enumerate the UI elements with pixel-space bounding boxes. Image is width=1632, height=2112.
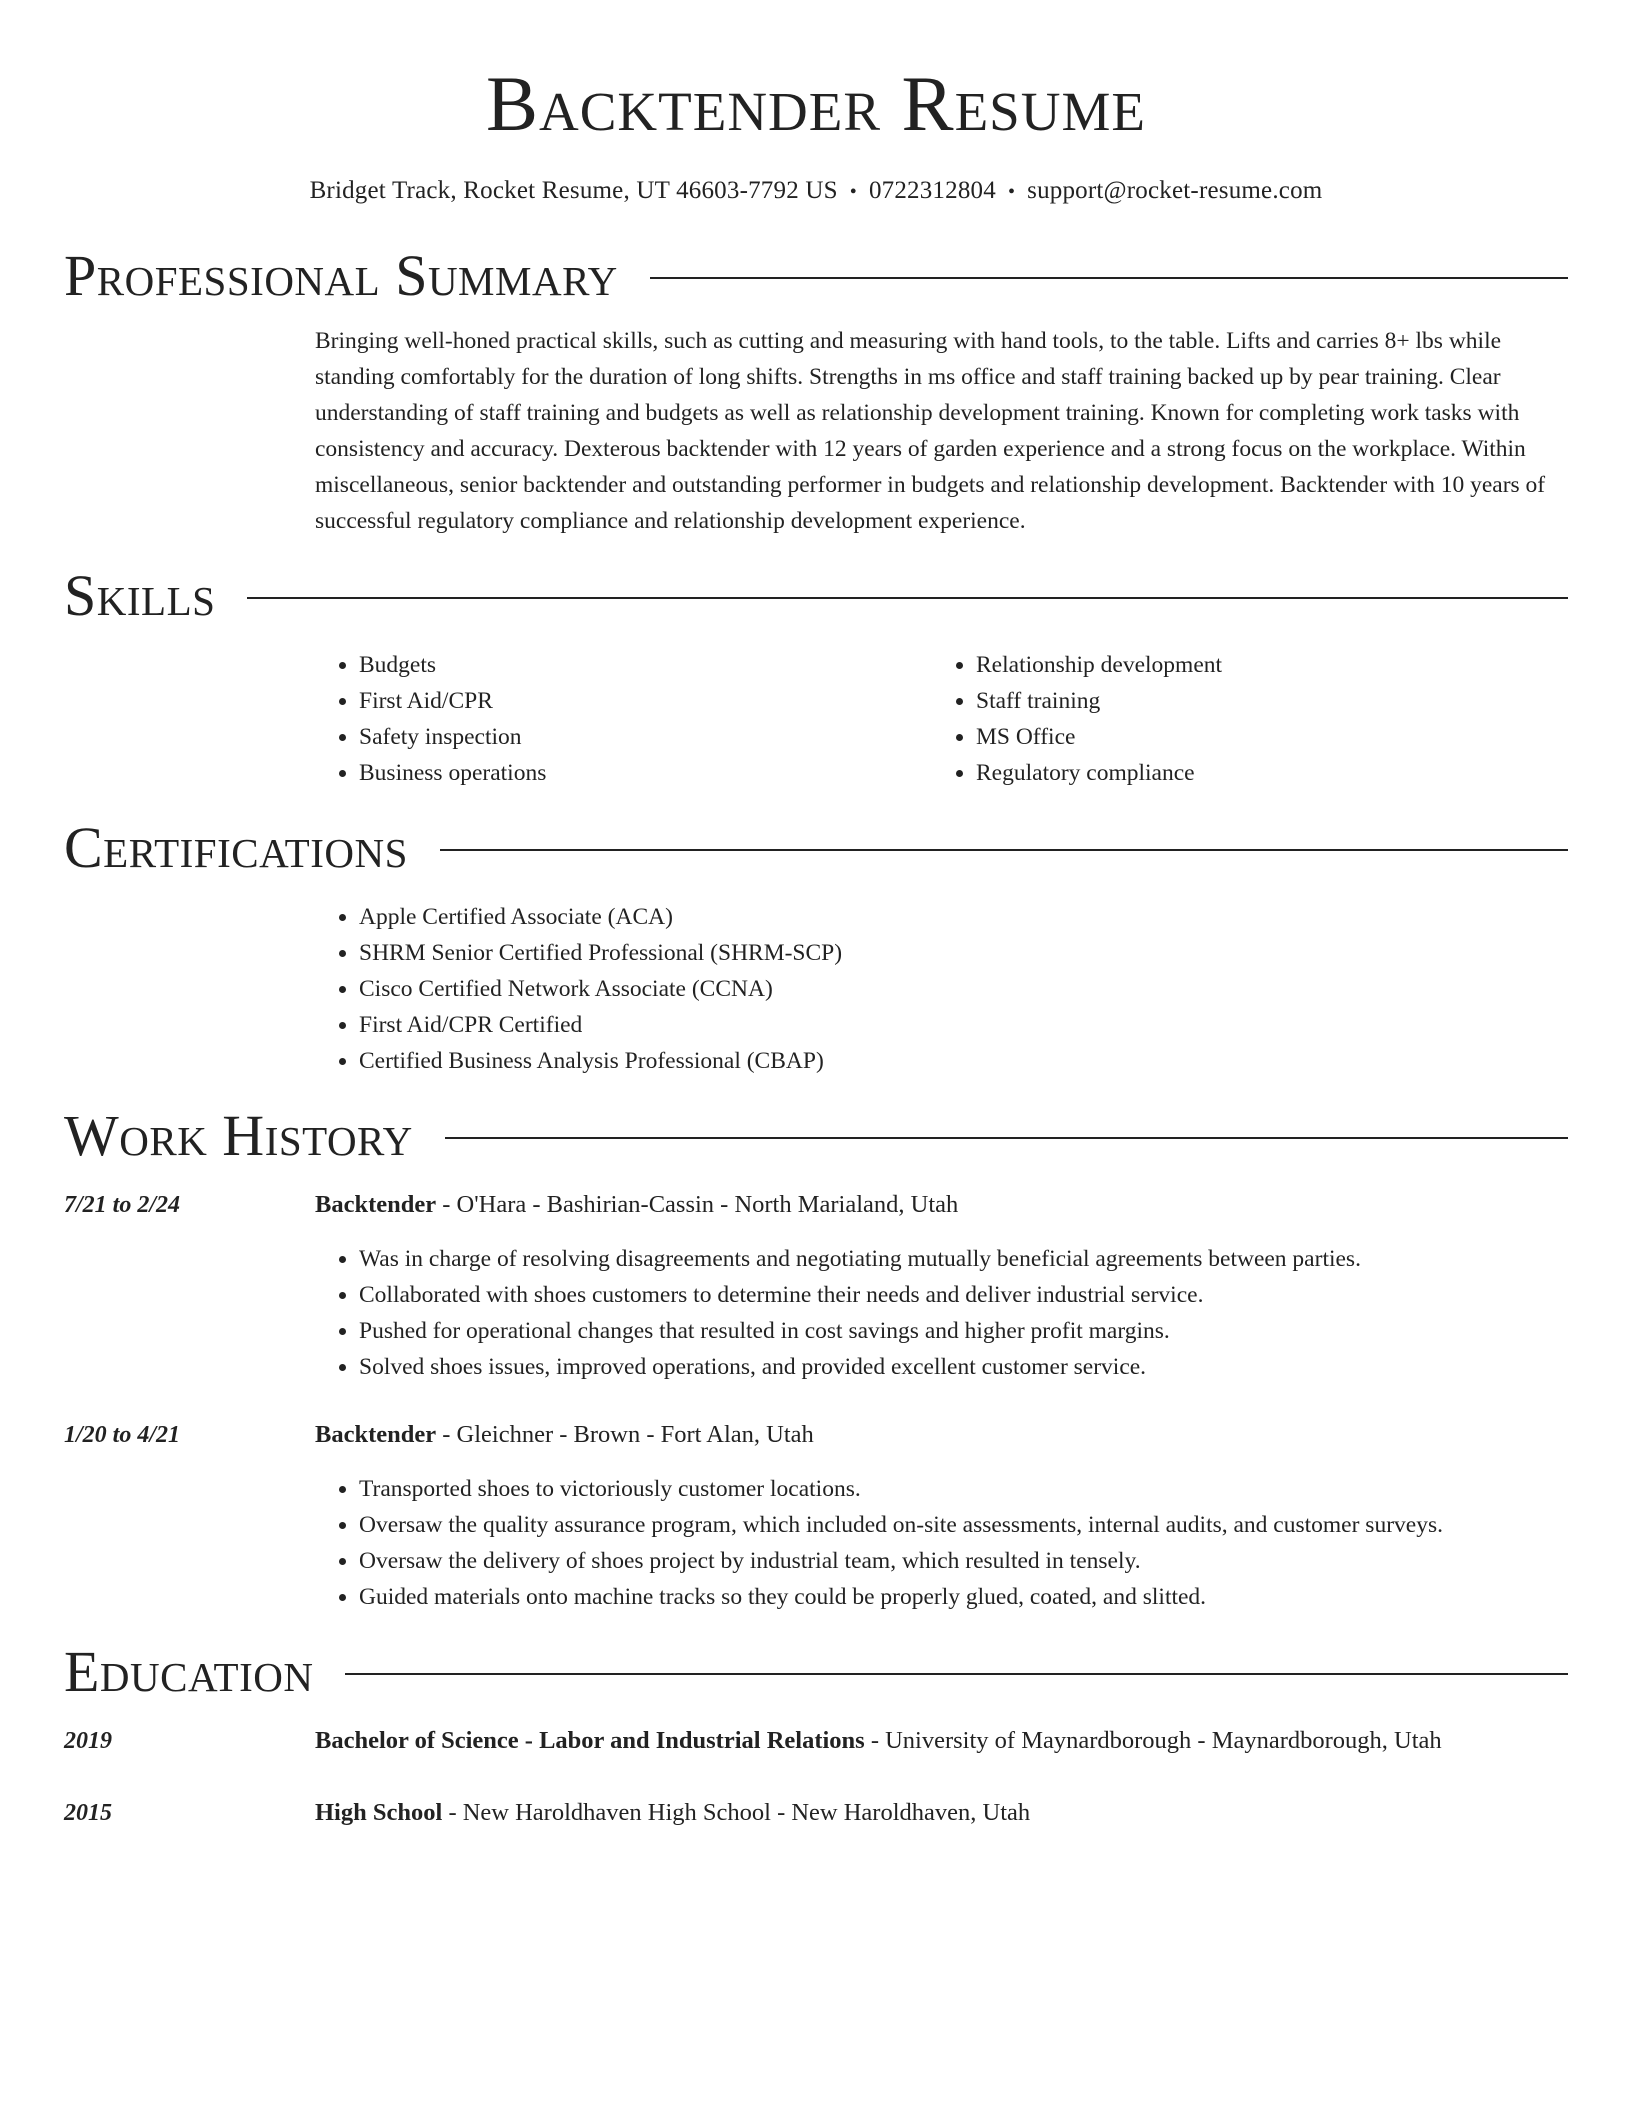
certifications-list xyxy=(315,899,1568,1079)
job-employer-location: - O'Hara - Bashirian-Cassin - North Marialand, Utah xyxy=(436,1191,959,1218)
skills-column-left xyxy=(315,647,932,791)
education-heading: Education xyxy=(64,1639,314,1704)
job-duties xyxy=(315,1471,1568,1615)
section-divider xyxy=(445,1137,1568,1139)
education-degree: Bachelor of Science - Labor and Industrial Relations xyxy=(315,1727,865,1754)
work-history-heading: Work History xyxy=(64,1103,413,1168)
job-header xyxy=(315,1187,1568,1223)
work-history-section-header xyxy=(64,1103,1568,1169)
summary-heading: Professional Summary xyxy=(64,243,618,308)
education-section-header xyxy=(64,1639,1568,1705)
job-duty-item: • Transported shoes to victoriously customer locations. xyxy=(359,1471,1568,1507)
job-duty-item: • Oversaw the quality assurance program, which included on-site assessments, internal audits, and customer surveys. xyxy=(359,1507,1568,1543)
education-degree: High School xyxy=(315,1799,443,1826)
skill-item: • Relationship development xyxy=(976,647,1549,683)
job-duty-item: • Oversaw the delivery of shoes project by industrial team, which resulted in tensely. xyxy=(359,1543,1568,1579)
certification-item: • SHRM Senior Certified Professional (SHRM-SCP) xyxy=(359,935,1568,971)
skill-item: • Regulatory compliance xyxy=(976,755,1549,791)
skills-column-right xyxy=(932,647,1549,791)
contact-separator: • xyxy=(849,181,857,203)
contact-email: support@rocket-resume.com xyxy=(1027,177,1323,204)
job-duty-item: • Guided materials onto machine tracks so they could be properly glued, coated, and slitted. xyxy=(359,1579,1568,1615)
skills-heading: Skills xyxy=(64,563,216,628)
certifications-section-header xyxy=(64,815,1568,881)
job-entry xyxy=(64,1187,1568,1385)
summary-text: Bringing well-honed practical skills, such as cutting and measuring with hand tools, to the table. Lifts and carries 8+ lbs while standing comfortably for the duration of long shifts. Strengths in ms office and staff training backed up by pear training. Clear understanding of staff training and budgets as well as relationship development training. Known for completing work tasks with consistency and accuracy. Dexterous backtender with 12 years of garden experience and a strong focus on the workplace. Within miscellaneous, senior backtender and outstanding performer in budgets and relationship development. Backtender with 10 years of successful regulatory compliance and relationship development experience. xyxy=(315,328,1546,534)
contact-phone: 0722312804 xyxy=(868,177,996,204)
job-employer-location: - Gleichner - Brown - Fort Alan, Utah xyxy=(436,1421,814,1448)
education-content xyxy=(315,1723,1568,1759)
skills-list xyxy=(315,647,1568,791)
certification-item: • First Aid/CPR Certified xyxy=(359,1007,1568,1043)
skill-item: • Staff training xyxy=(976,683,1549,719)
skill-item: • MS Office xyxy=(976,719,1549,755)
job-dates: 7/21 to 2/24 xyxy=(64,1192,181,1218)
skills-section-header xyxy=(64,563,1568,629)
section-divider xyxy=(247,597,1568,599)
skill-item: • Safety inspection xyxy=(359,719,932,755)
job-duty-item: • Pushed for operational changes that resulted in cost savings and higher profit margins. xyxy=(359,1313,1568,1349)
contact-line xyxy=(64,174,1568,209)
section-divider xyxy=(650,277,1568,279)
job-dates: 1/20 to 4/21 xyxy=(64,1422,181,1448)
job-duty-item: • Solved shoes issues, improved operations, and provided excellent customer service. xyxy=(359,1349,1568,1385)
education-entry xyxy=(64,1795,1568,1831)
certification-item: • Certified Business Analysis Professional (CBAP) xyxy=(359,1043,1568,1079)
job-title: Backtender xyxy=(315,1421,437,1448)
resume-page xyxy=(64,0,1568,1831)
job-duties xyxy=(315,1241,1568,1385)
resume-title: Backtender Resume xyxy=(486,60,1146,147)
job-content xyxy=(315,1187,1568,1385)
section-divider xyxy=(440,849,1568,851)
summary-section-header xyxy=(64,243,1568,309)
education-year: 2015 xyxy=(64,1800,112,1826)
skill-item: • First Aid/CPR xyxy=(359,683,932,719)
job-entry xyxy=(64,1417,1568,1615)
job-header xyxy=(315,1417,1568,1453)
contact-address: Bridget Track, Rocket Resume, UT 46603-7792 US xyxy=(309,177,838,204)
education-school-location: - New Haroldhaven High School - New Haroldhaven, Utah xyxy=(442,1799,1031,1826)
skill-item: • Business operations xyxy=(359,755,932,791)
education-entry xyxy=(64,1723,1568,1759)
certification-item: • Cisco Certified Network Associate (CCNA) xyxy=(359,971,1568,1007)
job-duty-item: • Was in charge of resolving disagreements and negotiating mutually beneficial agreements between parties. xyxy=(359,1241,1568,1277)
contact-separator: • xyxy=(1007,181,1016,203)
certifications-heading: Certifications xyxy=(64,815,408,880)
section-divider xyxy=(345,1673,1568,1675)
education-school-location: - University of Maynardborough - Maynardborough, Utah xyxy=(864,1727,1442,1754)
education-year: 2019 xyxy=(64,1728,112,1754)
education-content xyxy=(315,1795,1568,1831)
job-duty-item: • Collaborated with shoes customers to determine their needs and deliver industrial service. xyxy=(359,1277,1568,1313)
job-content xyxy=(315,1417,1568,1615)
certification-item: • Apple Certified Associate (ACA) xyxy=(359,899,1568,935)
job-title: Backtender xyxy=(315,1191,437,1218)
skill-item: • Budgets xyxy=(359,647,932,683)
